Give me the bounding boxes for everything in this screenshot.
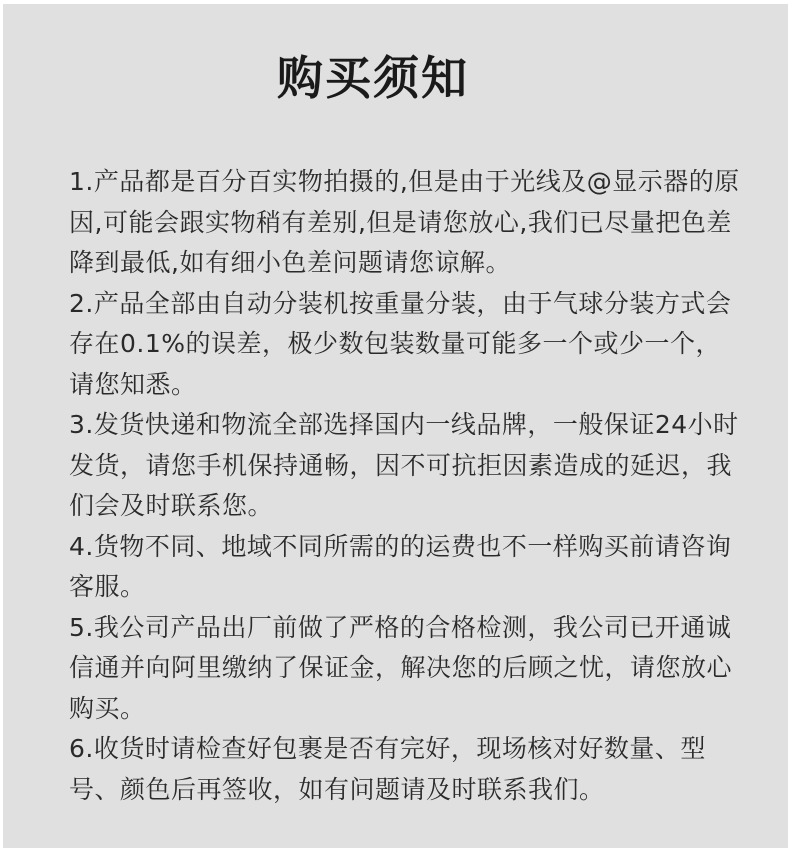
notice-item-quality-photos: 1.产品都是百分百实物拍摄的,但是由于光线及@显示器的原因,可能会跟实物稍有差别,但是请您放心,我们已尽量把色差降到最低,如有细小色差问题请您谅解。 xyxy=(69,167,740,277)
notice-item-certification: 5.我公司产品出厂前做了严格的合格检测，我公司已开通诚信通并向阿里缴纳了保证金，解决您的后顾之忧，请您放心购买。 xyxy=(69,612,733,723)
notice-list xyxy=(69,162,741,810)
notice-item-freight: 4.货物不同、地域不同所需的的运费也不一样购买前请咨询客服。 xyxy=(69,531,732,601)
page-title: 购买须知 xyxy=(277,51,469,105)
notice-item-receiving: 6.收货时请检查好包裹是否有完好，现场核对好数量、型号、颜色后再签收，如有问题请及时联系我们。 xyxy=(69,734,706,804)
purchase-notice-panel xyxy=(3,4,788,848)
notice-item-packaging: 2.产品全部由自动分装机按重量分装，由于气球分装方式会存在0.1%的误差，极少数包装数量可能多一个或少一个，请您知悉。 xyxy=(69,288,732,399)
notice-item-shipping: 3.发货快递和物流全部选择国内一线品牌，一般保证24小时发货，请您手机保持通畅，因不可抗拒因素造成的延迟，我们会及时联系您。 xyxy=(69,410,739,520)
